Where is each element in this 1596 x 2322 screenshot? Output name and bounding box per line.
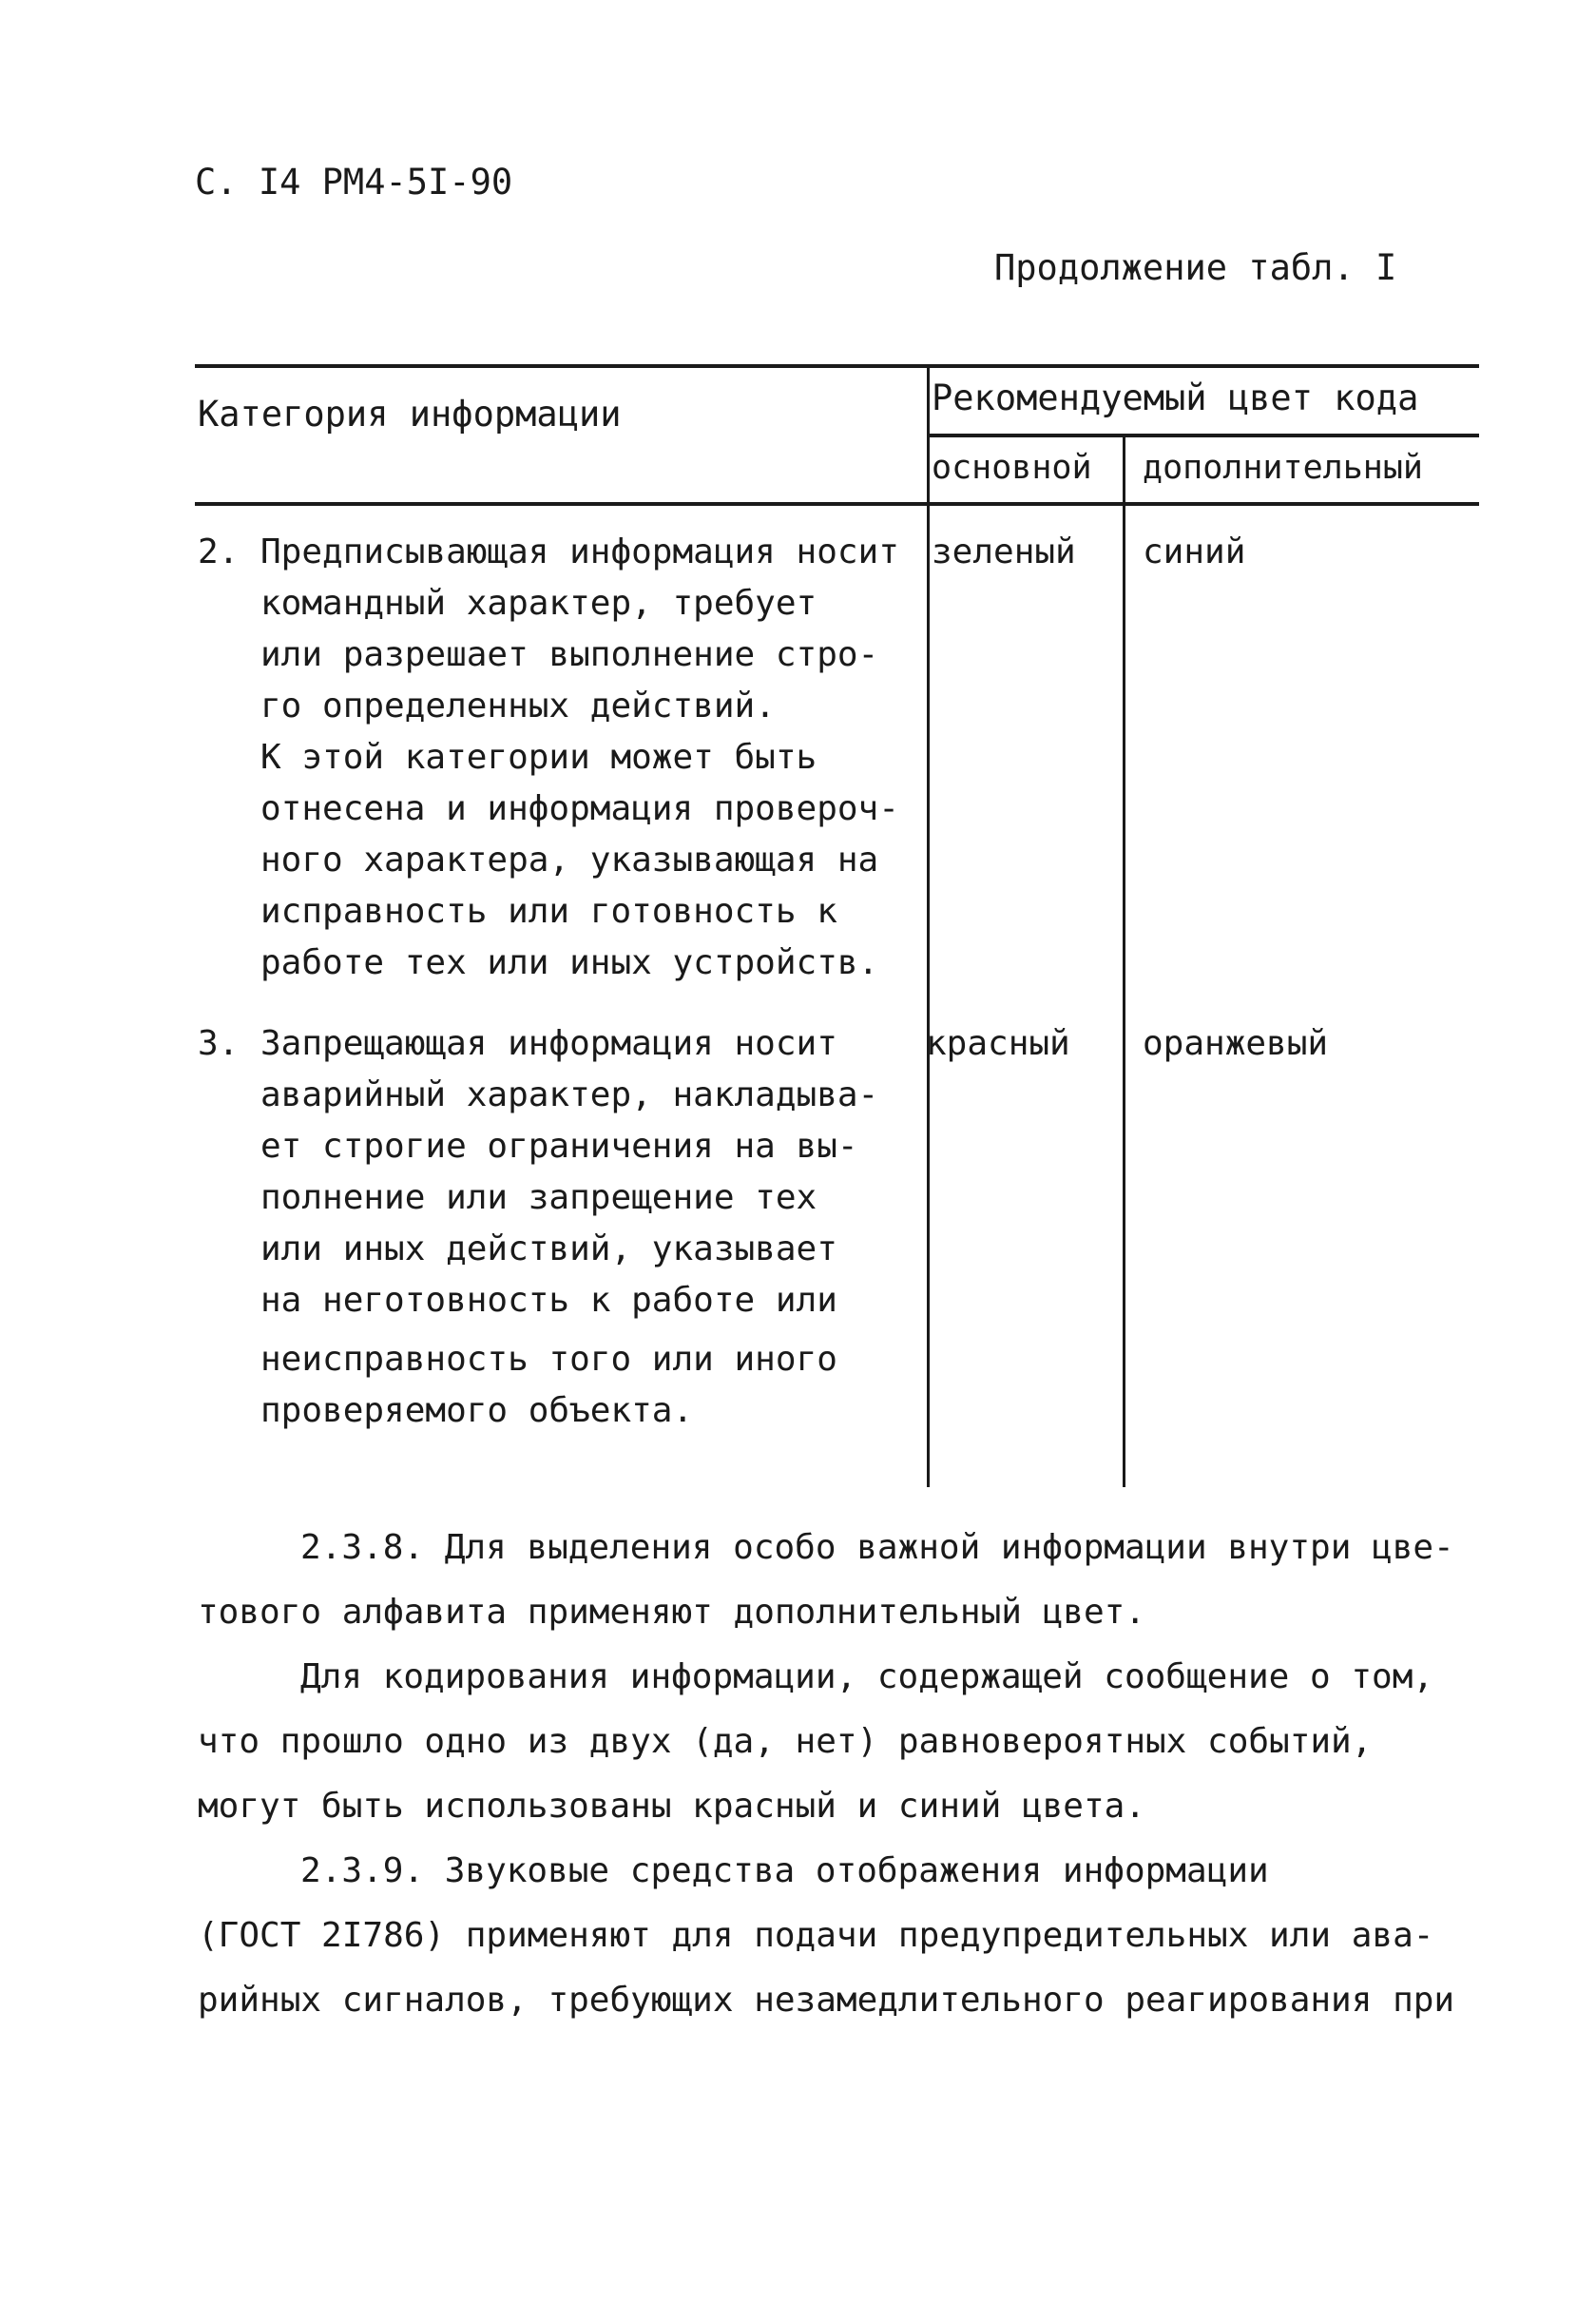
- body-line: Для кодирования информации, содержащей сообщение о том,: [300, 1657, 1434, 1696]
- category-line: проверяемого объекта.: [260, 1391, 694, 1430]
- category-line: исправность или готовность к: [260, 892, 837, 931]
- body-line: что прошло одно из двух (да, нет) равновероятных событий,: [198, 1722, 1373, 1761]
- category-line: командный характер, требует: [260, 584, 817, 623]
- row-number: 3.: [198, 1024, 240, 1063]
- category-line: Предписывающая информация носит: [260, 532, 899, 571]
- category-line: ет строгие ограничения на вы-: [260, 1127, 858, 1166]
- additional-color-value: оранжевый: [1143, 1024, 1329, 1063]
- header-bottom-rule: [195, 502, 1479, 506]
- column-divider-category: [927, 364, 930, 1487]
- category-line: Запрещающая информация носит: [260, 1024, 837, 1063]
- primary-color-value: красный: [926, 1024, 1070, 1063]
- row-number: 2.: [198, 532, 240, 571]
- category-line: или иных действий, указывает: [260, 1229, 837, 1268]
- body-line: 2.3.8. Для выделения особо важной информации внутри цве-: [300, 1528, 1454, 1567]
- column-header-recommended-color: Рекомендуемый цвет кода: [932, 377, 1419, 418]
- additional-color-value: синий: [1143, 532, 1246, 571]
- table-row-category: [260, 527, 899, 989]
- body-line: (ГОСТ 2I786) применяют для подачи предупредительных или ава-: [198, 1916, 1434, 1955]
- category-line: работе тех или иных устройств.: [260, 943, 879, 982]
- category-line: го определенных действий.: [260, 687, 776, 726]
- column-header-primary: основной: [932, 449, 1092, 487]
- header-mid-rule: [927, 434, 1479, 437]
- body-line: 2.3.9. Звуковые средства отображения информации: [300, 1851, 1269, 1890]
- body-line: рийных сигналов, требующих незамедлительного реагирования при: [198, 1981, 1455, 2020]
- body-line: могут быть использованы красный и синий цвета.: [198, 1787, 1145, 1826]
- column-divider-primary: [1123, 434, 1125, 1487]
- table-row-category: [260, 1018, 878, 1437]
- body-text: [198, 1516, 1454, 2033]
- category-line: или разрешает выполнение стро-: [260, 635, 879, 674]
- page-reference: С. I4 РМ4-5I-90: [195, 162, 513, 203]
- category-line: на неготовность к работе или: [260, 1281, 837, 1320]
- column-header-additional: дополнительный: [1143, 449, 1424, 487]
- primary-color-value: зеленый: [932, 532, 1076, 571]
- column-header-category: Категория информации: [198, 394, 622, 435]
- category-line: полнение или запрещение тех: [260, 1178, 817, 1217]
- category-line: ного характера, указывающая на: [260, 841, 879, 880]
- category-line: отнесена и информация провероч-: [260, 789, 899, 828]
- body-line: тового алфавита применяют дополнительный цвет.: [198, 1593, 1145, 1632]
- category-line: аварийный характер, накладыва-: [260, 1075, 879, 1114]
- category-line: неисправность того или иного: [260, 1340, 837, 1379]
- table-top-rule: [195, 364, 1479, 368]
- table-continuation-label: Продолжение табл. I: [994, 247, 1397, 288]
- category-line: К этой категории может быть: [260, 738, 817, 777]
